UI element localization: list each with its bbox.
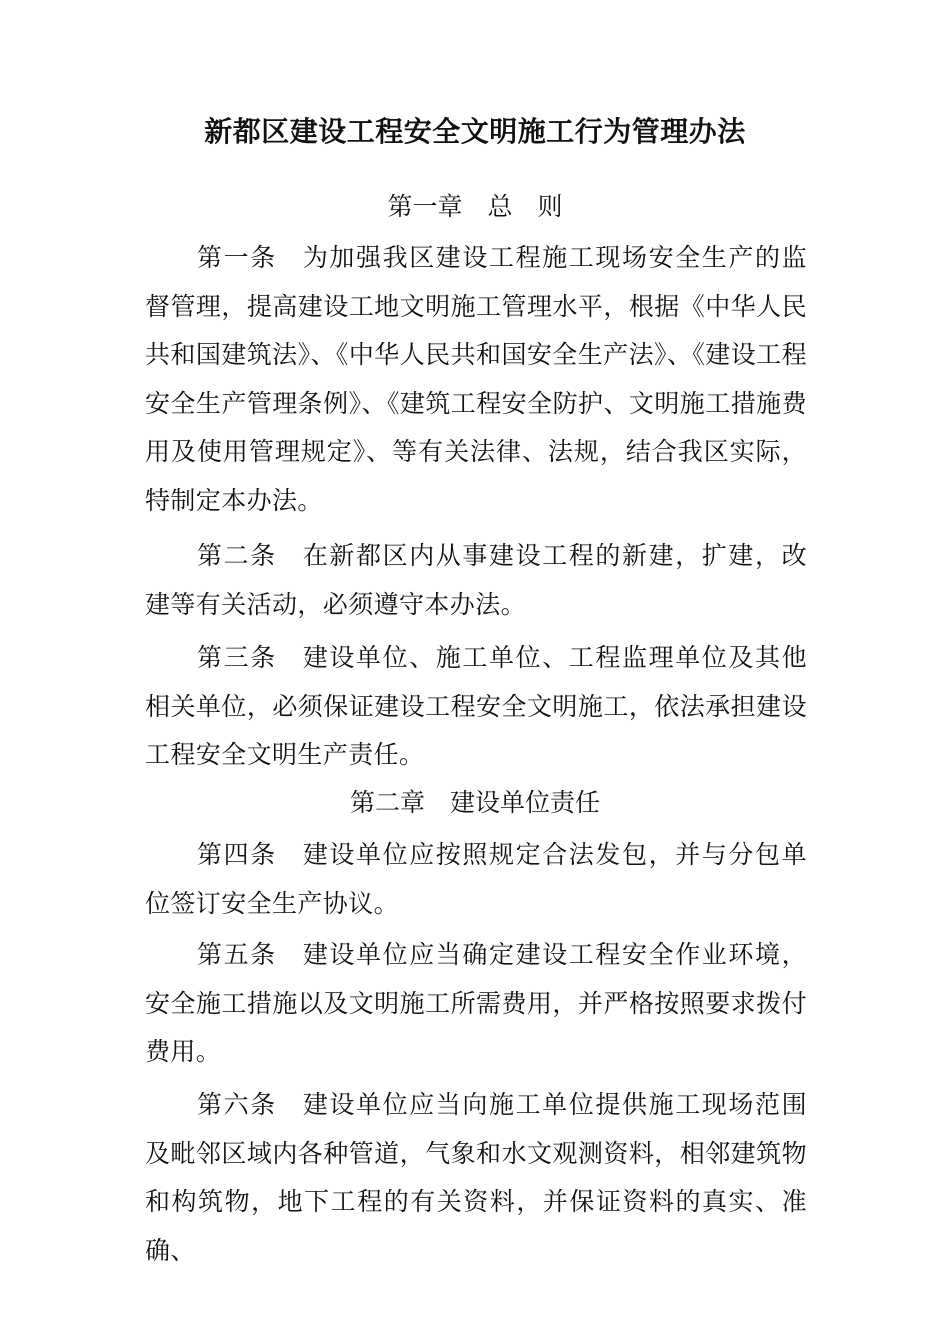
article-number: 第四条: [197, 840, 277, 869]
article-number: 第五条: [197, 940, 277, 969]
article-2: [145, 532, 807, 629]
article-text: 建设单位、施工单位、工程监理单位及其他相关单位，必须保证建设工程安全文明施工，依法承担建设工程安全文明生产责任。: [145, 643, 808, 769]
article-text: 建设单位应当向施工单位提供施工现场范围及毗邻区域内各种管道，气象和水文观测资料，相邻建筑物和构筑物，地下工程的有关资料，并保证资料的真实、准确、: [145, 1090, 808, 1265]
article-3: [145, 634, 807, 780]
article-number: 第六条: [197, 1090, 277, 1119]
article-5: [145, 931, 807, 1077]
article-text: 在新都区内从事建设工程的新建，扩建，改建等有关活动，必须遵守本办法。: [145, 541, 808, 619]
article-1: [145, 234, 807, 525]
article-text: 建设单位应当确定建设工程安全作业环境，安全施工措施以及文明施工所需费用，并严格按照要求拨付费用。: [145, 940, 808, 1066]
article-text: 为加强我区建设工程施工现场安全生产的监督管理，提高建设工地文明施工管理水平，根据《中华人民共和国建筑法》、《中华人民共和国安全生产法》、《建设工程安全生产管理条例》、《建筑工程安全防护、文明施工措施费用及使用管理规定》、等有关法律、法规，结合我区实际，特制定本办法。: [145, 243, 808, 515]
article-6: [145, 1081, 807, 1275]
chapter-heading-1: 第一章 总 则: [387, 192, 563, 221]
article-number: 第二条: [197, 541, 277, 570]
article-number: 第一条: [197, 243, 277, 272]
article-text: 建设单位应按照规定合法发包，并与分包单位签订安全生产协议。: [145, 840, 808, 918]
chapter-heading-2: 第二章 建设单位责任: [349, 788, 600, 817]
article-number: 第三条: [197, 643, 277, 672]
document-title: 新都区建设工程安全文明施工行为管理办法: [204, 115, 746, 148]
article-4: [145, 831, 807, 928]
